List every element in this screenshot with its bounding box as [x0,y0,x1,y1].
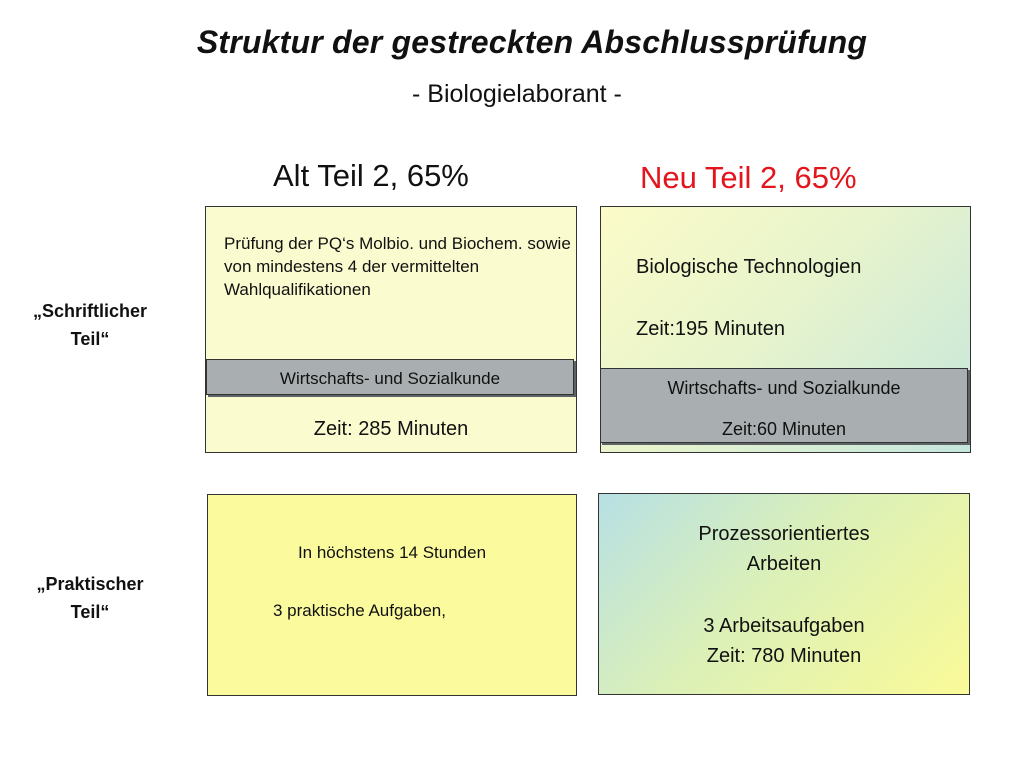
alt-praktisch-dauer: In höchstens 14 Stunden [297,543,487,562]
neu-praktisch-text [598,519,970,671]
alt-schriftlich-zeit: Zeit: 285 Minuten [313,418,469,440]
neu-praktisch-line: Prozessorientiertes [698,523,870,545]
neu-praktisch-line: Arbeiten [746,553,822,575]
neu-wiso-label: Wirtschafts- und Sozialkunde [667,378,901,398]
neu-schriftlich-zeit: Zeit:195 Minuten [636,318,785,340]
alt-praktisch-aufgaben: 3 praktische Aufgaben, [273,601,446,620]
neu-praktisch-line: Zeit: 780 Minuten [706,645,862,667]
neu-schriftlich-title: Biologische Technologien [636,256,862,278]
box-alt-praktisch [207,494,577,696]
row-label-line: „Schriftlicher [32,301,148,321]
neu-praktisch-line: 3 Arbeitsaufgaben [703,615,865,637]
column-heading-neu: Neu Teil 2, 65% [640,160,857,195]
alt-wiso-bar: Wirtschafts- und Sozialkunde [206,359,574,395]
page-subtitle: - Biologielaborant - [412,80,622,108]
row-label-line: „Praktischer [36,574,144,594]
page-title: Struktur der gestreckten Abschlussprüfung [196,24,868,60]
column-heading-alt: Alt Teil 2, 65% [273,158,469,193]
neu-wiso-zeit: Zeit:60 Minuten [721,419,847,439]
row-label-praktisch [10,570,170,626]
alt-schriftlich-text: Prüfung der PQ‘s Molbio. und Biochem. sowie von mindestens 4 der vermittelten Wahlqualifikationen [224,234,571,299]
neu-wiso-bar [600,368,968,443]
row-label-line: Teil“ [70,329,110,349]
row-label-schriftlich [10,297,170,353]
row-label-line: Teil“ [70,602,110,622]
